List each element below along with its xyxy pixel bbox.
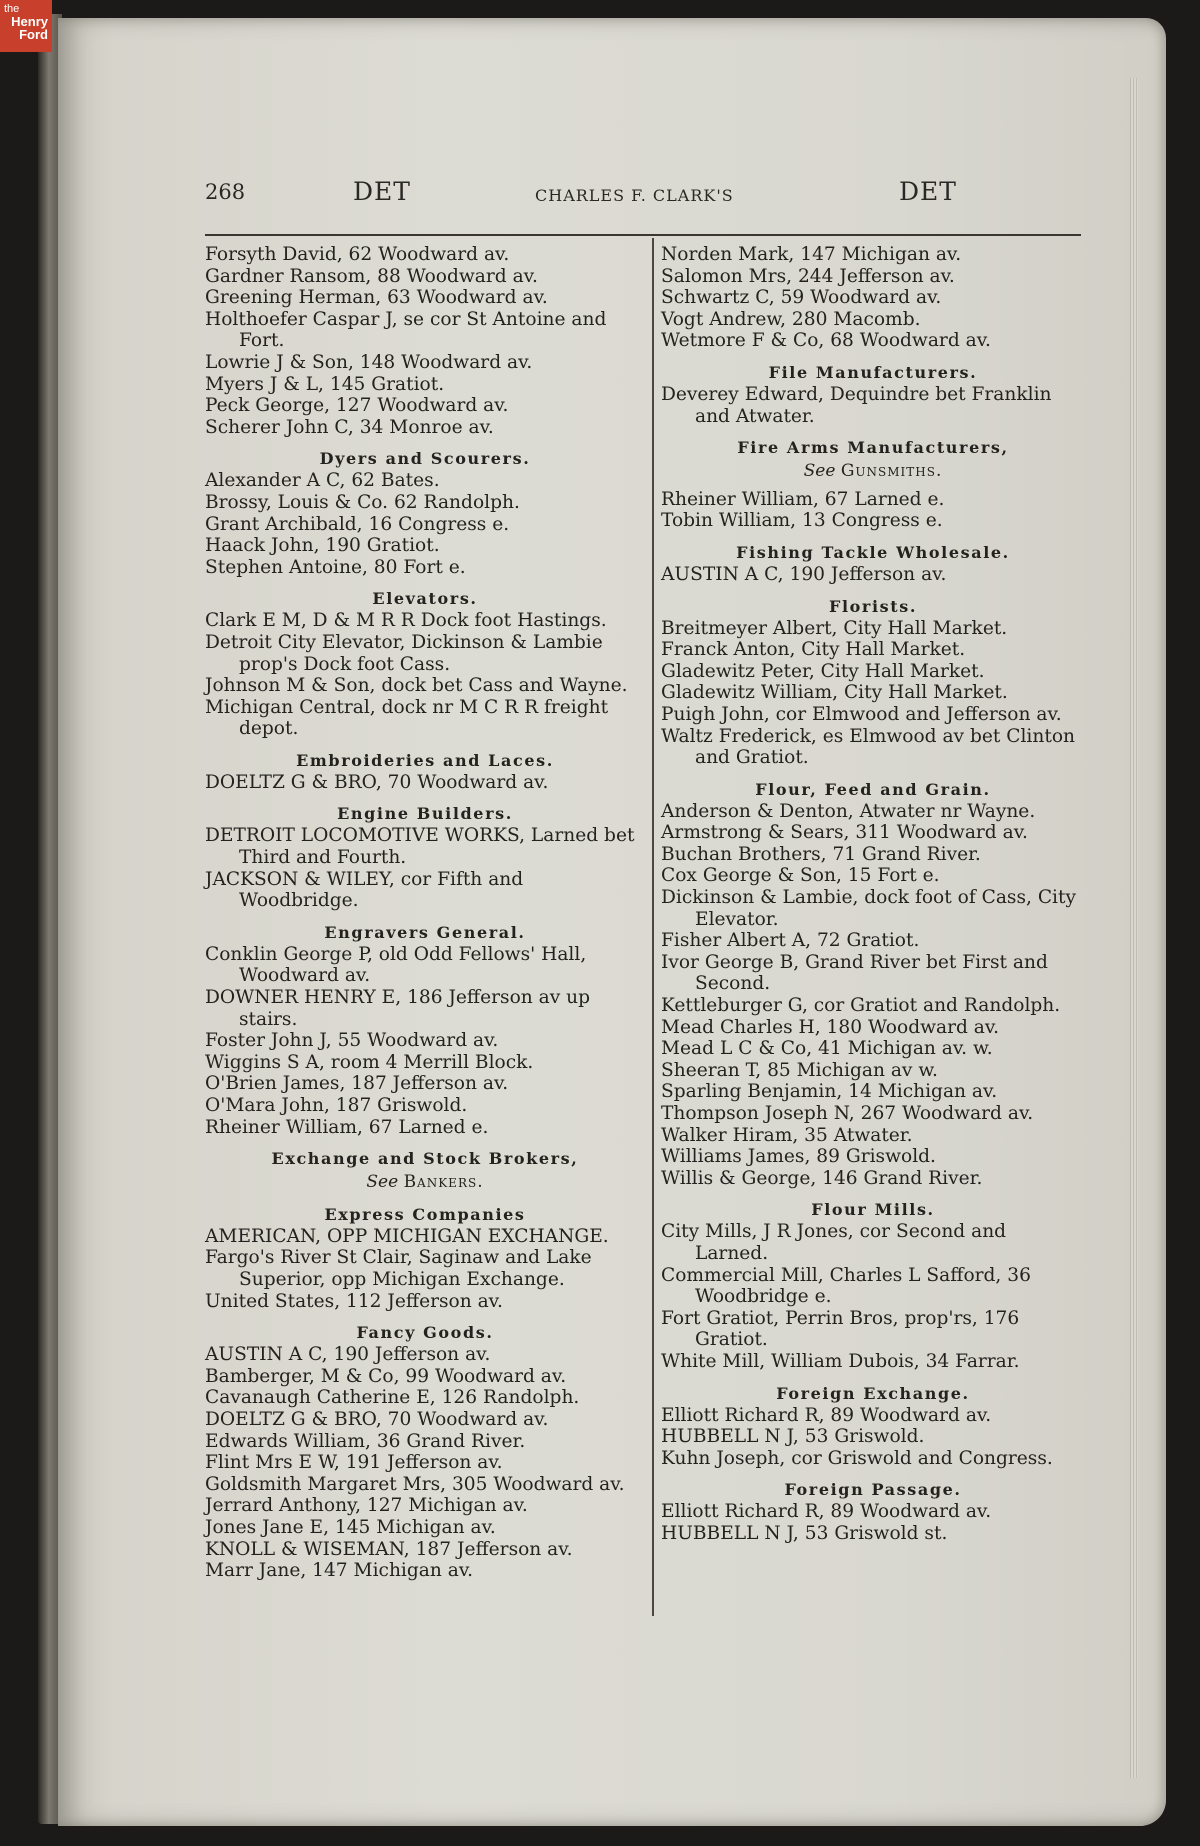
- category-heading: Fancy Goods.: [356, 1323, 494, 1343]
- category-heading: Engine Builders.: [337, 804, 513, 824]
- see-label: See: [366, 1172, 399, 1193]
- page-header: [205, 177, 1085, 220]
- cross-reference: [661, 461, 1085, 483]
- listing-entry: Cavanaugh Catherine E, 126 Randolph.: [205, 1387, 580, 1409]
- listing-entry: O'Mara John, 187 Griswold.: [205, 1095, 468, 1116]
- category-section: [205, 803, 645, 911]
- listing-entry: Salomon Mrs, 244 Jefferson av.: [661, 265, 955, 287]
- category-section: [205, 1204, 645, 1312]
- category-heading: Embroideries and Laces.: [296, 750, 554, 770]
- listing-entry: Waltz Frederick, es Elmwood av bet Clinton and Gratiot.: [661, 725, 1075, 769]
- listing-entry: Mead Charles H, 180 Woodward av.: [661, 1016, 1000, 1038]
- listing-entry: Kettleburger G, cor Gratiot and Randolph.: [661, 995, 1061, 1017]
- listing-entry: Rheiner William, 67 Larned e.: [661, 488, 945, 510]
- listing-entry: Grant Archibald, 16 Congress e.: [205, 513, 510, 535]
- listing-entry: Jerrard Anthony, 127 Michigan av.: [205, 1495, 528, 1517]
- listing-entry: Dickinson & Lambie, dock foot of Cass, City Elevator.: [661, 887, 1076, 930]
- listing-entry: Vogt Andrew, 280 Macomb.: [661, 308, 921, 330]
- category-section: [661, 1383, 1085, 1470]
- category-heading: Fishing Tackle Wholesale.: [736, 542, 1010, 562]
- left-column: [205, 244, 645, 1588]
- listing-entry: Greening Herman, 63 Woodward av.: [205, 287, 548, 309]
- see-reference: Bankers.: [403, 1172, 484, 1193]
- category-heading: Flour Mills.: [811, 1200, 935, 1220]
- listing-entry: Cox George & Son, 15 Fort e.: [661, 865, 940, 887]
- listing-entry: Jones Jane E, 145 Michigan av.: [205, 1516, 496, 1538]
- listing-entry: KNOLL & WISEMAN, 187 Jefferson av.: [205, 1538, 573, 1560]
- listing-entry: Norden Mark, 147 Michigan av.: [661, 244, 962, 265]
- listing-entry: Forsyth David, 62 Woodward av.: [205, 244, 510, 265]
- listing-entry: Peck George, 127 Woodward av.: [205, 395, 509, 417]
- listing-entry: AUSTIN A C, 190 Jefferson av.: [205, 1344, 491, 1366]
- henry-ford-logo: the Henry Ford: [0, 0, 52, 52]
- category-section: [205, 1148, 645, 1194]
- listing-entry: Bamberger, M & Co, 99 Woodward av.: [205, 1365, 567, 1387]
- page-number: 268: [205, 180, 246, 204]
- running-title: CHARLES F. CLARK'S: [535, 186, 734, 205]
- listing-entry: Conklin George P, old Odd Fellows' Hall, Woodward av.: [205, 943, 587, 987]
- listing-entry: Fort Gratiot, Perrin Bros, prop'rs, 176 Gratiot.: [661, 1307, 1020, 1351]
- listing-entry: Clark E M, D & M R R Dock foot Hastings.: [205, 610, 607, 632]
- category-heading: File Manufacturers.: [768, 362, 978, 382]
- listing-entry: Brossy, Louis & Co. 62 Randolph.: [205, 491, 520, 513]
- listing-entry: Ivor George B, Grand River bet First and Second.: [661, 951, 1048, 995]
- category-section: [205, 1322, 645, 1582]
- right-running-key: DET: [899, 177, 957, 206]
- category-section: [661, 779, 1085, 1190]
- listing-entry: Williams James, 89 Griswold.: [661, 1146, 936, 1168]
- listing-entry: HUBBELL N J, 53 Griswold.: [661, 1426, 925, 1448]
- header-rule: [205, 234, 1081, 236]
- listing-entry: Elliott Richard R, 89 Woodward av.: [661, 1404, 992, 1426]
- listing-entry: Holthoefer Caspar J, se cor St Antoine and Fort.: [205, 308, 607, 352]
- category-section: [661, 542, 1085, 586]
- listing-entry: Myers J & L, 145 Gratiot.: [205, 373, 445, 395]
- cross-reference: [205, 1172, 645, 1194]
- listing-entry: Foster John J, 55 Woodward av.: [205, 1030, 499, 1052]
- listing-entry: DETROIT LOCOMOTIVE WORKS, Larned bet Third and Fourth.: [205, 825, 635, 869]
- category-section: [205, 588, 645, 740]
- listing-entry: City Mills, J R Jones, cor Second and Larned.: [661, 1221, 1007, 1264]
- listing-entry: Thompson Joseph N, 267 Woodward av.: [661, 1103, 1034, 1124]
- listing-entry: Buchan Brothers, 71 Grand River.: [661, 843, 981, 865]
- listing-entry: Breitmeyer Albert, City Hall Market.: [661, 617, 1008, 639]
- category-heading: Dyers and Scourers.: [319, 449, 531, 469]
- listing-entry: Armstrong & Sears, 311 Woodward av.: [661, 822, 1028, 844]
- listing-entry: Schwartz C, 59 Woodward av.: [661, 287, 942, 309]
- listing-entry: AMERICAN, OPP MICHIGAN EXCHANGE.: [205, 1225, 609, 1247]
- listing-entry: Rheiner William, 67 Larned e.: [205, 1116, 489, 1138]
- category-section: [661, 437, 1085, 532]
- page-edges: [1130, 78, 1138, 1778]
- listing-entry: Puigh John, cor Elmwood and Jefferson av.: [661, 703, 1062, 725]
- listing-entry: Gardner Ransom, 88 Woodward av.: [205, 265, 538, 287]
- listing-entry: Walker Hiram, 35 Atwater.: [661, 1124, 913, 1146]
- listing-entry: Johnson M & Son, dock bet Cass and Wayne.: [205, 675, 628, 697]
- listing-entry: DOWNER HENRY E, 186 Jefferson av up stairs.: [205, 987, 591, 1030]
- listing-entry: Franck Anton, City Hall Market.: [661, 639, 966, 661]
- category-heading: Express Companies: [324, 1204, 526, 1224]
- listing-entry: Haack John, 190 Gratiot.: [205, 535, 440, 557]
- listing-entry: Sheeran T, 85 Michigan av w.: [661, 1059, 938, 1081]
- listing-entry: Willis & George, 146 Grand River.: [661, 1167, 983, 1189]
- listing-entry: Flint Mrs E W, 191 Jefferson av.: [205, 1452, 503, 1474]
- listing-entry: Wetmore F & Co, 68 Woodward av.: [661, 330, 991, 352]
- listing-entry: Stephen Antoine, 80 Fort e.: [205, 556, 466, 578]
- left-running-key: DET: [353, 177, 411, 206]
- category-heading: Flour, Feed and Grain.: [755, 779, 991, 799]
- listing-entry: Commercial Mill, Charles L Safford, 36 Woodbridge e.: [661, 1264, 1031, 1308]
- right-column: [661, 244, 1085, 1551]
- category-heading: Engravers General.: [324, 922, 526, 942]
- category-section: [661, 1199, 1085, 1372]
- see-label: See: [803, 461, 836, 482]
- listing-entry: Gladewitz William, City Hall Market.: [661, 682, 1008, 704]
- category-heading: Elevators.: [372, 589, 478, 609]
- listing-entry: Michigan Central, dock nr M C R R freight depot.: [205, 696, 609, 740]
- listing-entry: JACKSON & WILEY, cor Fifth and Woodbridge.: [205, 868, 524, 912]
- listing-entry: Scherer John C, 34 Monroe av.: [205, 416, 494, 438]
- category-heading: Florists.: [829, 596, 917, 616]
- listing-entry: Kuhn Joseph, cor Griswold and Congress.: [661, 1447, 1053, 1469]
- listing-entry: Edwards William, 36 Grand River.: [205, 1430, 526, 1452]
- category-heading: Foreign Passage.: [784, 1480, 962, 1500]
- listing-entry: Mead L C & Co, 41 Michigan av. w.: [661, 1038, 993, 1060]
- category-section: [661, 362, 1085, 427]
- category-section: [205, 448, 645, 578]
- see-reference: Gunsmiths.: [840, 461, 943, 482]
- listing-entry: Deverey Edward, Dequindre bet Franklin and Atwater.: [661, 383, 1052, 427]
- category-section: [205, 750, 645, 794]
- listing-entry: United States, 112 Jefferson av.: [205, 1290, 503, 1312]
- listing-entry: DOELTZ G & BRO, 70 Woodward av.: [205, 771, 549, 793]
- category-section: [661, 1479, 1085, 1544]
- listing-entry: Wiggins S A, room 4 Merrill Block.: [205, 1051, 534, 1073]
- listing-entry: Fargo's River St Clair, Saginaw and Lake Superior, opp Michigan Exchange.: [205, 1247, 592, 1290]
- listing-entry: Alexander A C, 62 Bates.: [205, 470, 440, 492]
- listing-entry: HUBBELL N J, 53 Griswold st.: [661, 1522, 948, 1544]
- category-section: [661, 596, 1085, 769]
- listing-entry: Elliott Richard R, 89 Woodward av.: [661, 1501, 992, 1523]
- listing-entry: O'Brien James, 187 Jefferson av.: [205, 1073, 509, 1095]
- category-heading: Fire Arms Manufacturers,: [737, 438, 1009, 458]
- column-divider: [652, 238, 654, 1616]
- category-section: [205, 922, 645, 1138]
- listing-entry: Goldsmith Margaret Mrs, 305 Woodward av.: [205, 1473, 625, 1495]
- listing-entry: Anderson & Denton, Atwater nr Wayne.: [661, 800, 1036, 822]
- listing-entry: Fisher Albert A, 72 Gratiot.: [661, 930, 920, 952]
- listing-entry: Tobin William, 13 Congress e.: [661, 510, 943, 532]
- listing-entry: Gladewitz Peter, City Hall Market.: [661, 660, 985, 682]
- listing-entry: Sparling Benjamin, 14 Michigan av.: [661, 1081, 998, 1103]
- category-heading: Exchange and Stock Brokers,: [271, 1149, 579, 1169]
- listing-entry: Marr Jane, 147 Michigan av.: [205, 1560, 474, 1582]
- listing-entry: AUSTIN A C, 190 Jefferson av.: [661, 563, 947, 585]
- listing-entry: DOELTZ G & BRO, 70 Woodward av.: [205, 1408, 549, 1430]
- listing-entry: Lowrie J & Son, 148 Woodward av.: [205, 351, 533, 373]
- listing-entry: White Mill, William Dubois, 34 Farrar.: [661, 1350, 1020, 1372]
- listing-entry: Detroit City Elevator, Dickinson & Lambie prop's Dock foot Cass.: [205, 631, 603, 675]
- category-heading: Foreign Exchange.: [776, 1383, 970, 1403]
